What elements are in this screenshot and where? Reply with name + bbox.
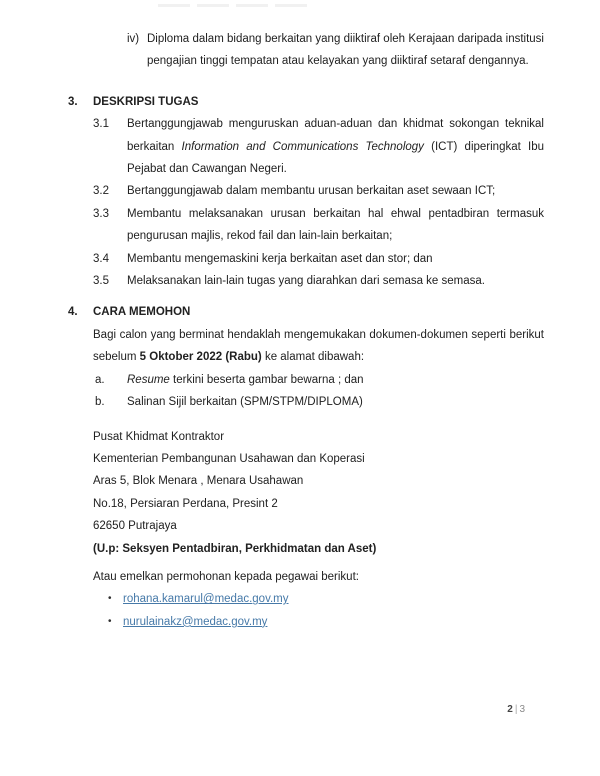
email-prompt: Atau emelkan permohonan kepada pegawai berikut: — [93, 570, 359, 583]
task-item-3-5 — [93, 270, 544, 292]
section-number: 3. — [68, 95, 78, 108]
address-line: No.18, Persiaran Perdana, Presint 2 — [93, 497, 278, 510]
email-link-rohana[interactable]: rohana.kamarul@medac.gov.my — [123, 593, 289, 606]
qualification-item-iv — [127, 28, 544, 73]
item-text — [127, 113, 544, 180]
item-text-italic: Information and Communications Technology — [181, 140, 424, 153]
address-line: Aras 5, Blok Menara , Menara Usahawan — [93, 475, 304, 488]
total-page-number: 3 — [519, 704, 525, 715]
deadline-text: 5 Oktober 2022 (Rabu) — [139, 351, 262, 364]
section-number: 4. — [68, 306, 78, 319]
intro-post: ke alamat dibawah: — [261, 351, 365, 364]
email-link-nurulain[interactable]: nurulainakz@medac.gov.my — [123, 615, 268, 628]
list-marker: iv) — [127, 33, 140, 45]
apply-intro-paragraph — [93, 324, 544, 369]
item-text-post: (ICT) diperingkat Ibu Pejabat dan Cawangan Negeri. — [127, 140, 545, 176]
task-item-3-4 — [93, 248, 544, 270]
section-title: CARA MEMOHON — [93, 306, 191, 319]
item-number: 3.4 — [93, 252, 109, 265]
section-title: DESKRIPSI TUGAS — [93, 95, 199, 108]
address-line: Pusat Khidmat Kontraktor — [93, 430, 225, 443]
postal-address — [93, 426, 544, 538]
item-marker: a. — [95, 373, 105, 386]
item-text — [127, 369, 544, 391]
item-text-rest: terkini beserta gambar bewarna ; dan — [169, 373, 364, 386]
email-list-item — [108, 588, 544, 610]
item-text: Melaksanakan lain-lain tugas yang diarahkan dari semasa ke semasa. — [127, 275, 485, 288]
current-page-number: 2 — [507, 704, 513, 715]
task-item-3-3 — [93, 203, 544, 248]
section-3-heading — [68, 91, 544, 113]
item-text: Membantu melaksanakan urusan berkaitan hal ehwal pentadbiran termasuk pengurusan majlis, rekod fail dan lain-lain berkaitan; — [127, 207, 544, 243]
item-text-italic: Resume — [127, 373, 170, 386]
qualification-text: Diploma dalam bidang berkaitan yang diiktiraf oleh Kerajaan daripada institusi pengajian tinggi tempatan atau kelayakan yang diiktiraf setaraf dengannya. — [147, 33, 544, 68]
task-item-3-1 — [93, 113, 544, 180]
address-line: Kementerian Pembangunan Usahawan dan Koperasi — [93, 452, 365, 465]
page-number-footer — [507, 703, 525, 717]
item-text-pre: Bertanggungjawab menguruskan aduan-aduan dan khidmat sokongan teknikal berkaitan — [127, 118, 544, 153]
bullet-icon: • — [108, 593, 112, 605]
page-number-separator: | — [514, 704, 518, 715]
item-marker: b. — [95, 396, 105, 409]
bullet-icon: • — [108, 615, 112, 627]
faded-print-artifact — [158, 4, 314, 7]
attention-line: (U.p: Seksyen Pentadbiran, Perkhidmatan dan Aset) — [93, 542, 377, 555]
item-text-rest: Salinan Sijil berkaitan (SPM/STPM/DIPLOMA) — [127, 396, 363, 409]
item-number: 3.2 — [93, 185, 109, 198]
document-item-a — [95, 369, 544, 391]
item-text — [127, 391, 544, 413]
address-line: 62650 Putrajaya — [93, 520, 177, 533]
task-item-3-2 — [93, 180, 544, 202]
item-number: 3.3 — [93, 207, 109, 220]
item-text: Membantu mengemaskini kerja berkaitan aset dan stor; dan — [127, 252, 433, 265]
document-item-b — [95, 391, 544, 413]
item-text: Bertanggungjawab dalam membantu urusan berkaitan aset sewaan ICT; — [127, 185, 496, 198]
item-number: 3.1 — [93, 118, 109, 131]
item-number: 3.5 — [93, 275, 109, 288]
intro-pre: Bagi calon yang berminat hendaklah mengemukakan dokumen-dokumen seperti berikut sebelum — [93, 328, 544, 364]
email-list-item — [108, 611, 544, 633]
section-4-heading — [68, 301, 544, 323]
